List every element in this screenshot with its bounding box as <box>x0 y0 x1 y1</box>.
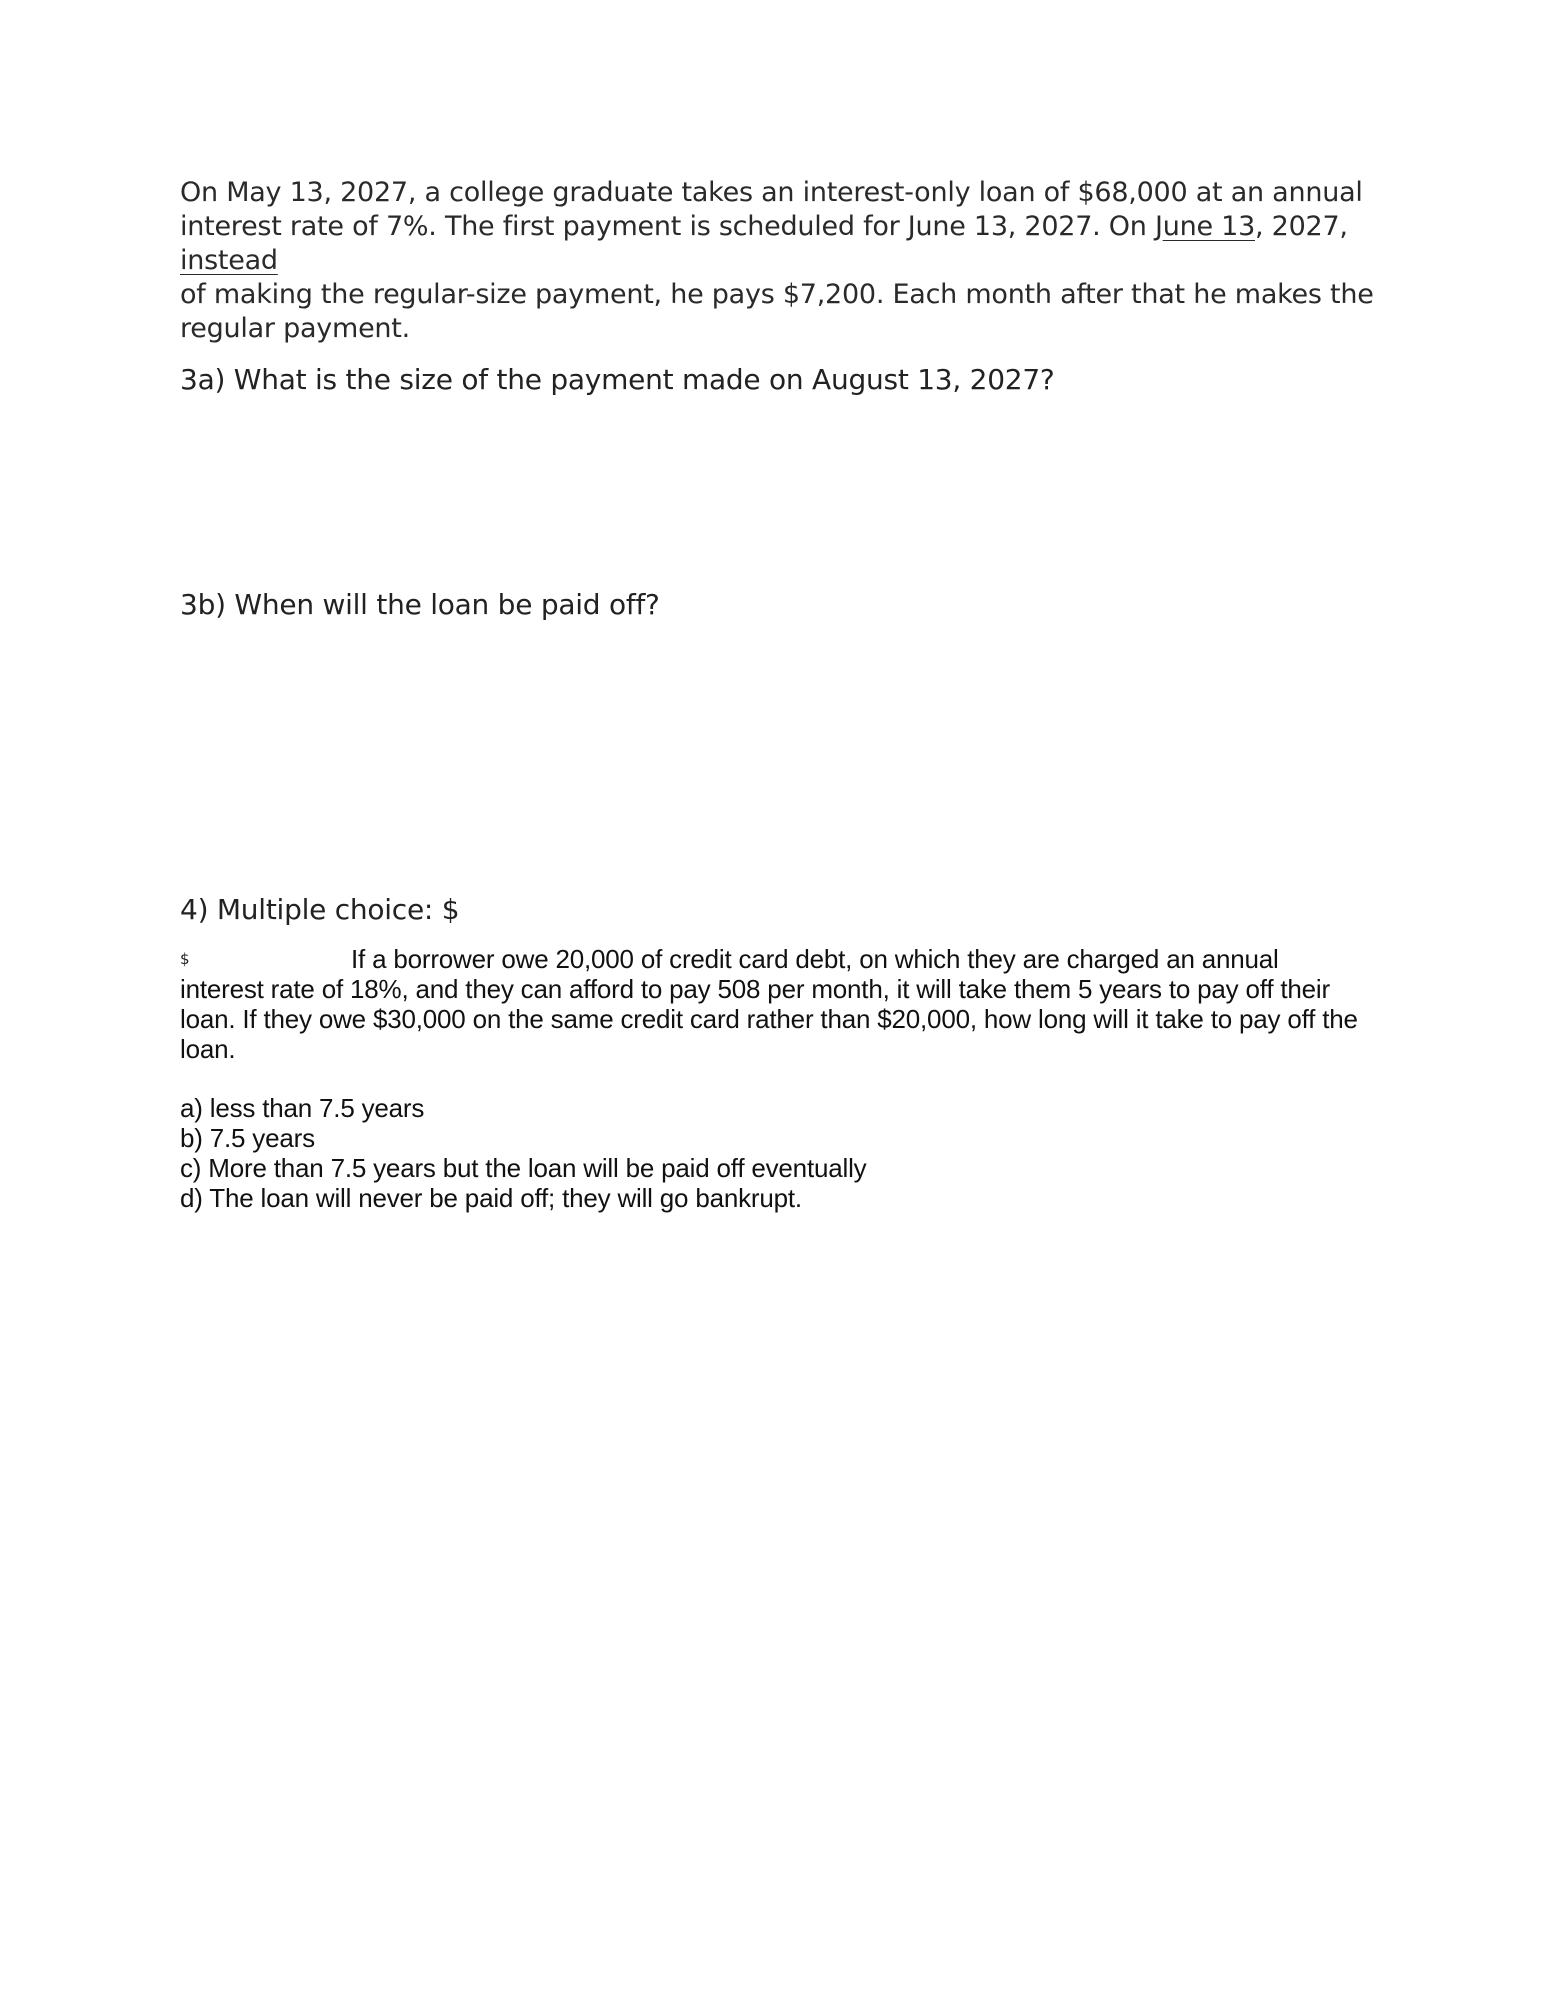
problem-3-line-2-start: interest rate of 7%. The first payment is scheduled for June 13, 2027. On J <box>180 211 1163 242</box>
question-4-line-4: loan. <box>180 1034 236 1064</box>
question-4-heading: 4) Multiple choice: $ <box>180 893 460 926</box>
small-dollar-symbol: $ <box>180 950 190 968</box>
problem-3-line-1: On May 13, 2027, a college graduate takes an interest-only loan of $68,000 at an annual <box>180 177 1363 208</box>
question-4-text <box>180 944 1470 1064</box>
question-4-line-3: loan. If they owe $30,000 on the same credit card rather than $20,000, how long will it take to pay off the <box>180 1004 1358 1034</box>
question-3b: 3b) When will the loan be paid off? <box>180 588 660 621</box>
question-3a: 3a) What is the size of the payment made on August 13, 2027? <box>180 363 1055 396</box>
underlined-date: une 13 <box>1162 211 1255 242</box>
problem-3-line-4: of making the regular-size payment, he pays $7,200. Each month after that he makes the <box>180 279 1374 310</box>
choice-d: d) The loan will never be paid off; they will go bankrupt. <box>180 1183 802 1213</box>
answer-choices <box>180 1093 866 1213</box>
problem-3-line-2-end: , 2027, <box>1255 211 1348 242</box>
problem-3-line-5: regular payment. <box>180 313 410 344</box>
problem-3-line-3: instead <box>180 245 278 276</box>
question-4-line-1: If a borrower owe 20,000 of credit card debt, on which they are charged an annual <box>351 944 1279 974</box>
problem-3-line-2 <box>180 210 1360 244</box>
choice-c: c) More than 7.5 years but the loan will be paid off eventually <box>180 1153 867 1183</box>
choice-a: a) less than 7.5 years <box>180 1093 425 1123</box>
problem-3-text <box>180 176 1374 346</box>
choice-b: b) 7.5 years <box>180 1123 315 1153</box>
question-4-line-2: interest rate of 18%, and they can afford to pay 508 per month, it will take them 5 years to pay off their <box>180 974 1330 1004</box>
